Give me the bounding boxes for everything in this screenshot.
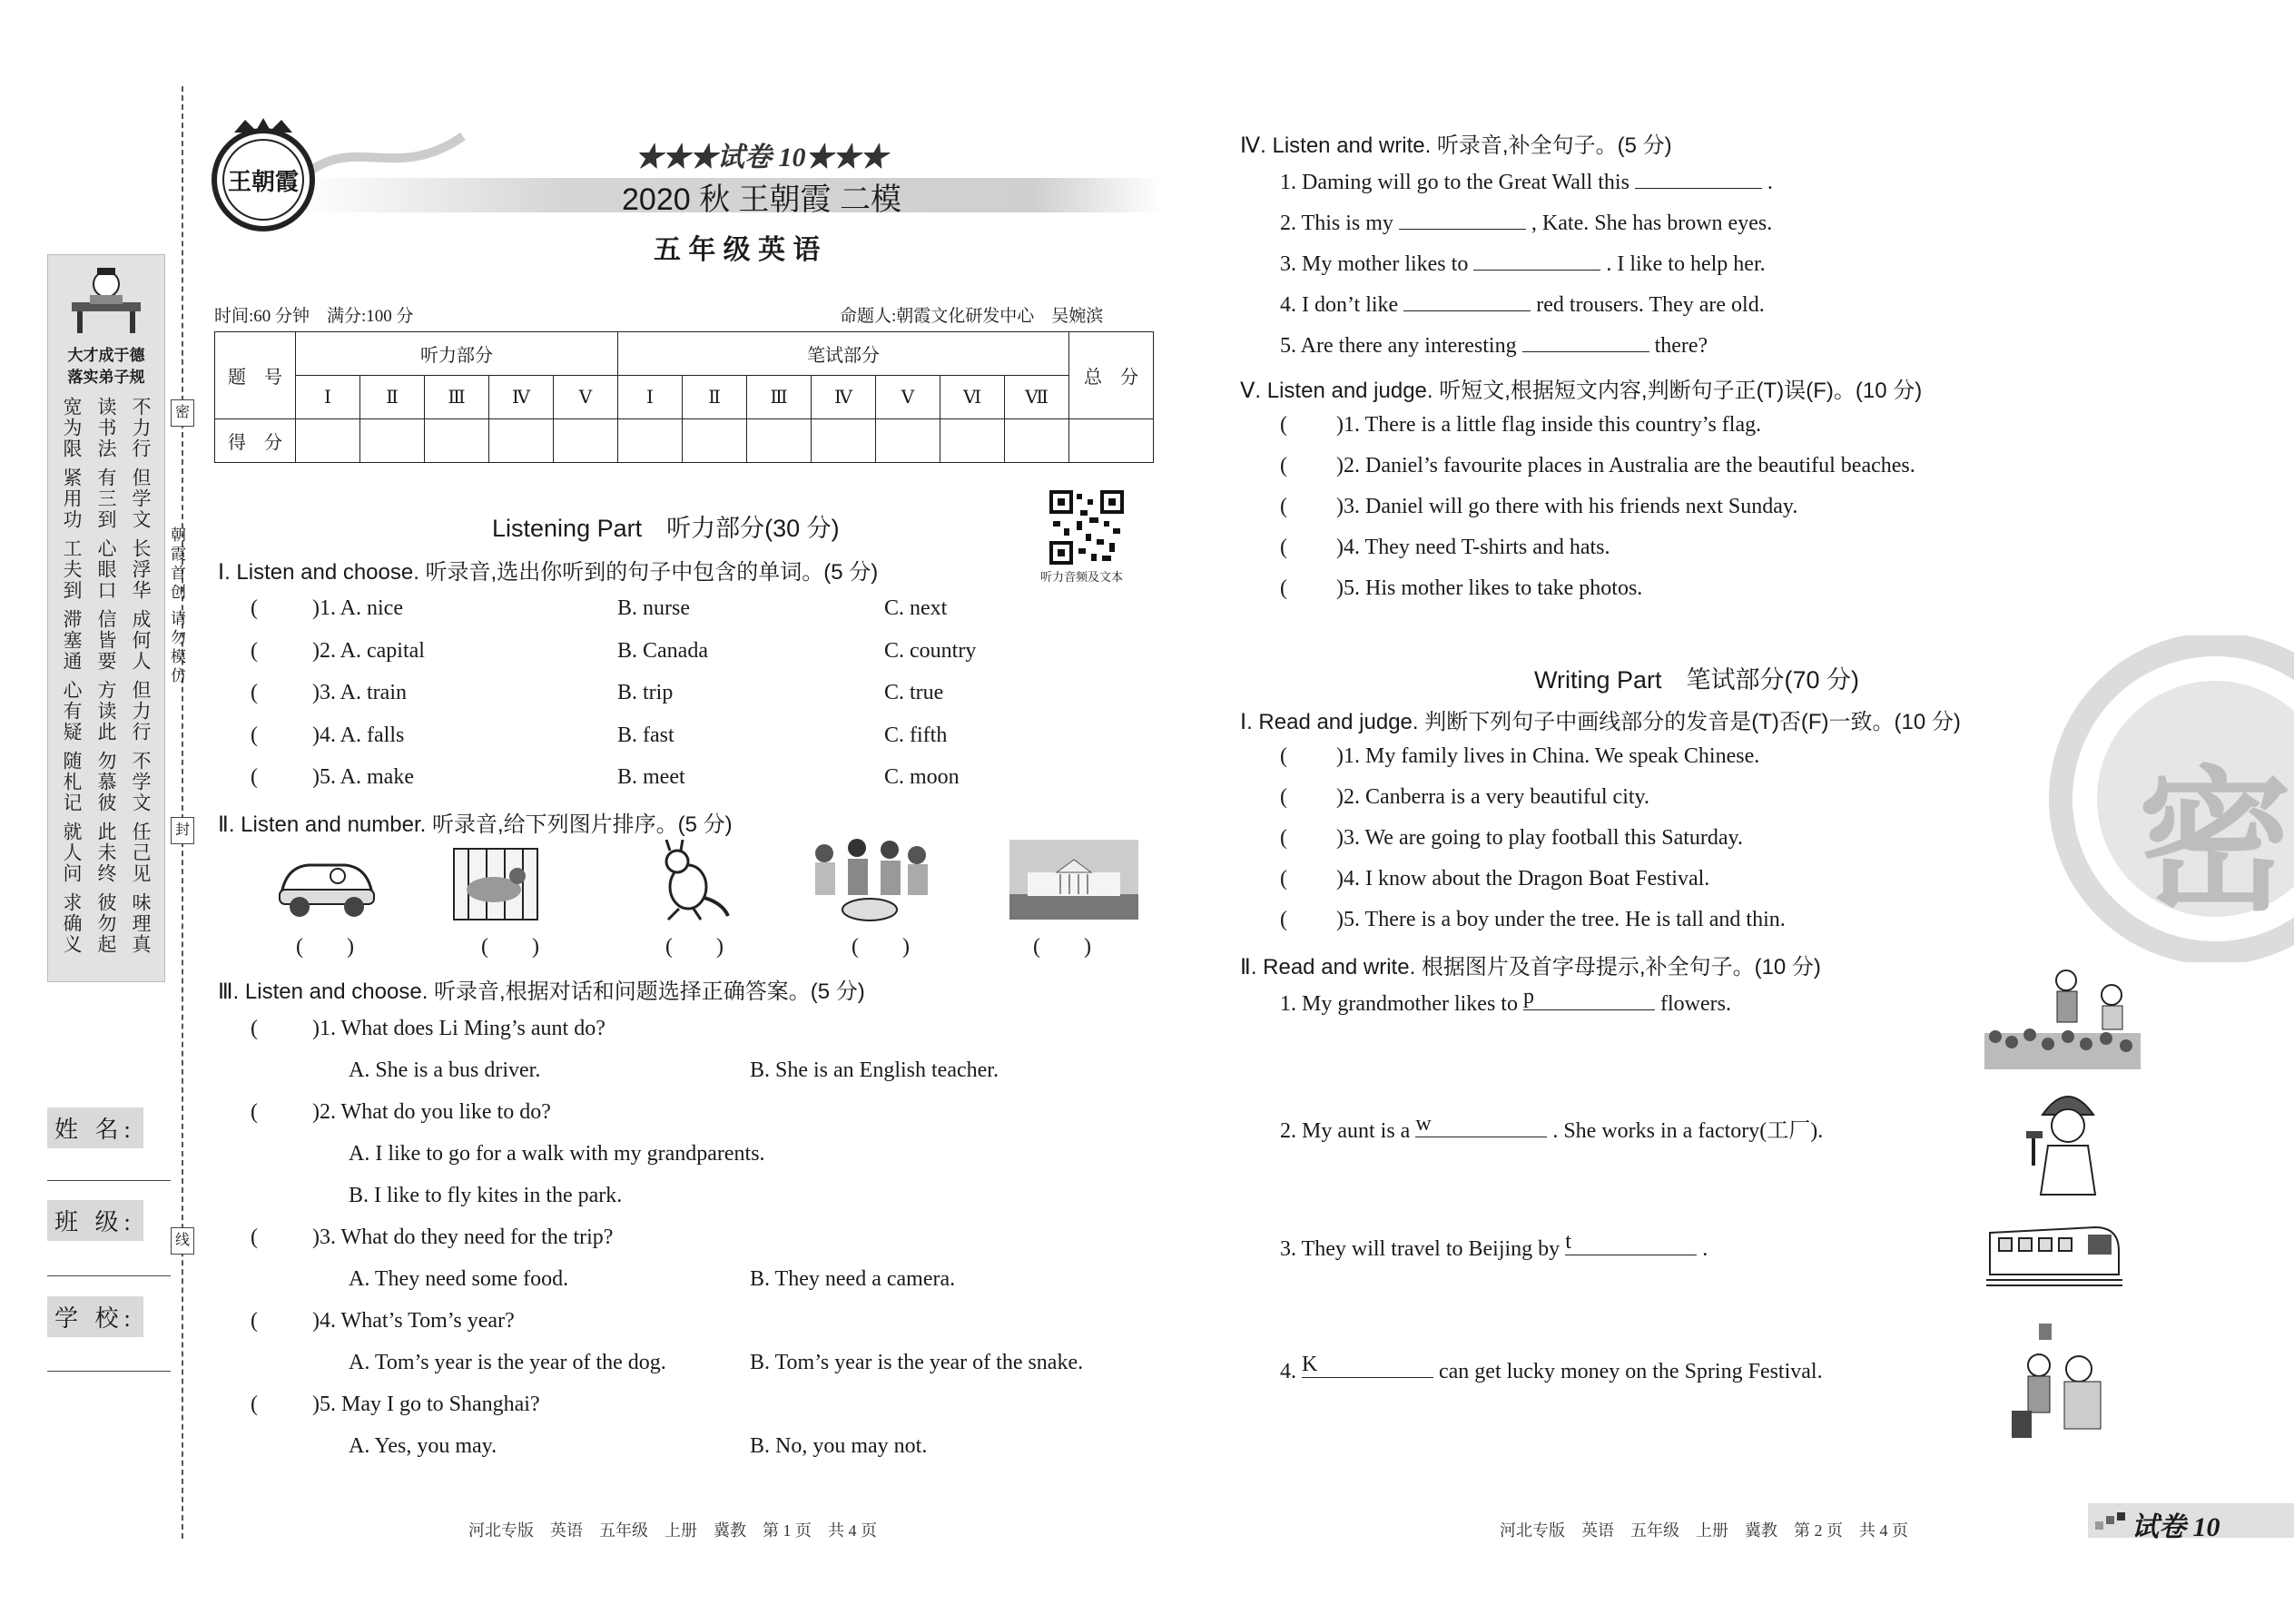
score-cell[interactable] (360, 419, 425, 463)
listening-section-2-title: Ⅱ. Listen and number. 听录音,给下列图片排序。(5 分) (218, 812, 733, 837)
binding-char-mi: 密 (171, 399, 194, 427)
class-field[interactable] (47, 1275, 171, 1276)
fill-blank[interactable] (1403, 290, 1531, 311)
sidebar-motto-panel (47, 254, 165, 982)
s3-q1-paren[interactable]: ( (251, 1017, 258, 1040)
fill-row (1280, 209, 2097, 250)
school-field[interactable] (47, 1371, 171, 1372)
logo-text: 王朝霞 (227, 169, 299, 195)
motto-column: 不力行 (130, 397, 152, 459)
motto-column: 勿慕彼 (95, 751, 117, 813)
s3-q2-paren[interactable]: ( (251, 1100, 258, 1124)
s4-items (1280, 168, 2097, 372)
qr-code-icon[interactable] (1049, 490, 1124, 565)
fill-row (1280, 290, 2097, 331)
exam-subtitle: 五 年 级 英 语 (654, 235, 821, 265)
option-c: C. country (884, 638, 977, 663)
write-text-pre: 3. They will travel to Beijing by (1280, 1237, 1561, 1261)
exam-title: 2020 秋 王朝霞 二模 (622, 182, 901, 217)
write-blank[interactable] (1415, 1112, 1547, 1137)
hint-letter: w (1415, 1112, 1432, 1136)
motto-line-2: 落实弟子规 (67, 369, 145, 386)
judge-row (1280, 785, 2097, 826)
col-listening-5: Ⅴ (554, 376, 618, 419)
footer-left: 河北专版 英语 五年级 上册 冀教 第 1 页 共 4 页 (468, 1521, 877, 1540)
row-label-question: 题 号 (215, 332, 296, 419)
motto-column: 工夫到 (61, 538, 83, 601)
motto-column: 但力行 (130, 680, 152, 743)
judge-statement: )2. Canberra is a very beautiful city. (1336, 785, 1649, 809)
picture-white-house (1009, 840, 1138, 920)
motto-column: 长浮华 (130, 538, 152, 601)
option-a: )4. A. falls (312, 723, 405, 747)
number-blank-4[interactable]: ( ) (852, 935, 910, 959)
fill-text-post: . I like to help her. (1606, 252, 1766, 276)
judge-statement: )3. We are going to play football this Saturday. (1336, 826, 1743, 850)
write-row (1280, 1353, 2006, 1480)
judge-statement: )1. There is a little flag inside this country’s flag. (1336, 413, 1762, 437)
answer-paren[interactable]: ( (251, 638, 258, 663)
listening-section-3-title: Ⅲ. Listen and choose. 听录音,根据对话和问题选择正确答案。(5 分) (218, 979, 865, 1004)
fill-blank[interactable] (1522, 331, 1649, 352)
write-text-pre: 4. (1280, 1360, 1296, 1383)
option-b: B. meet (617, 765, 685, 789)
judge-statement: )2. Daniel’s favourite places in Australia are the beautiful beaches. (1336, 454, 1915, 477)
judge-row (1280, 867, 2097, 908)
s3-q2: )2. What do you like to do? (312, 1100, 551, 1124)
motto-column: 成何人 (130, 609, 152, 672)
s3-q1: )1. What does Li Ming’s aunt do? (312, 1017, 605, 1040)
option-b: B. Canada (617, 638, 708, 663)
w1-items (1280, 744, 2097, 949)
score-cell[interactable] (747, 419, 812, 463)
judge-row (1280, 495, 2142, 536)
s3-q4-paren[interactable]: ( (251, 1309, 258, 1333)
s3-q1-option-b: B. She is an English teacher. (750, 1058, 999, 1082)
s3-q3-option-a: A. They need some food. (349, 1267, 569, 1291)
score-cell[interactable] (812, 419, 876, 463)
option-c: C. moon (884, 765, 960, 789)
write-row (1280, 1230, 2006, 1357)
fill-text-pre: 3. My mother likes to (1280, 252, 1469, 276)
judge-statement: )3. Daniel will go there with his friends next Sunday. (1336, 495, 1798, 518)
score-cell[interactable] (554, 419, 618, 463)
col-writing-1: Ⅰ (618, 376, 683, 419)
picture-train (1986, 1215, 2122, 1287)
motto-column: 心有疑 (61, 680, 83, 743)
motto-line-1: 大才成于德 (67, 347, 145, 364)
qr-caption: 听力音频及文本 (1040, 570, 1124, 584)
total-score-cell[interactable] (1069, 419, 1154, 463)
number-blank-1[interactable]: ( ) (296, 935, 354, 959)
stamp-char: 密 (2137, 753, 2292, 932)
fill-text-pre: 2. This is my (1280, 212, 1393, 235)
judge-row (1280, 908, 2097, 949)
score-cell[interactable] (940, 419, 1005, 463)
motto-column: 有三到 (95, 468, 117, 530)
col-listening-3: Ⅲ (425, 376, 489, 419)
write-blank[interactable] (1302, 1353, 1433, 1378)
picture-family-meal (806, 833, 933, 924)
answer-paren[interactable]: ( (251, 723, 258, 747)
row-label-score: 得 分 (215, 419, 296, 463)
answer-paren[interactable]: ( (1280, 536, 1287, 559)
option-a: )2. A. capital (312, 638, 425, 663)
choice-row (251, 639, 1068, 682)
option-c: C. fifth (884, 723, 948, 747)
col-listening-4: Ⅳ (489, 376, 554, 419)
col-writing-2: Ⅱ (683, 376, 747, 419)
copy-note: 朝霞首创 请勿模仿 (168, 527, 185, 687)
s3-q4-option-a: A. Tom’s year is the year of the dog. (349, 1351, 666, 1374)
listening-section-1-items (251, 596, 1068, 808)
motto-columns (55, 397, 157, 969)
motto-column: 求确义 (61, 892, 83, 955)
write-text-pre: 2. My aunt is a (1280, 1119, 1411, 1143)
choice-row (251, 596, 1068, 639)
writing-section-2-title: Ⅱ. Read and write. 根据图片及首字母提示,补全句子。(10 分) (1240, 955, 1821, 979)
score-cell[interactable] (618, 419, 683, 463)
judge-row (1280, 454, 2142, 495)
option-b: B. trip (617, 681, 674, 704)
number-blank-5[interactable]: ( ) (1033, 935, 1091, 959)
option-a: )3. A. train (312, 681, 407, 704)
hint-letter: t (1565, 1230, 1571, 1254)
fill-text-post: , Kate. She has brown eyes. (1531, 212, 1773, 235)
score-table (214, 331, 1154, 463)
motto-column: 不学文 (130, 751, 152, 813)
col-writing-5: Ⅴ (876, 376, 940, 419)
fill-row (1280, 250, 2097, 290)
writing-section-1-title: Ⅰ. Read and judge. 判断下列句子中画线部分的发音是(T)否(F)一致。(10 分) (1240, 710, 1961, 734)
fill-text-post: red trousers. They are old. (1536, 293, 1765, 317)
fill-text-post: there? (1654, 334, 1708, 358)
w2-items (1280, 985, 2006, 1480)
fill-blank[interactable] (1473, 250, 1600, 271)
school-label: 学 校: (47, 1296, 143, 1337)
header-ribbon (300, 118, 472, 191)
s3-q5: )5. May I go to Shanghai? (312, 1393, 540, 1416)
binding-char-feng: 封 (171, 817, 194, 844)
class-label: 班 级: (47, 1200, 143, 1241)
choice-row (251, 723, 1068, 766)
answer-paren[interactable]: ( (1280, 413, 1287, 437)
fill-text-pre: 5. Are there any interesting (1280, 334, 1517, 358)
motto-column: 就人问 (61, 822, 83, 884)
judge-row (1280, 536, 2142, 576)
s3-q4-option-b: B. Tom’s year is the year of the snake. (750, 1351, 1084, 1374)
answer-paren[interactable]: ( (251, 681, 258, 704)
col-writing-6: Ⅵ (940, 376, 1005, 419)
picture-zoo-animals (450, 840, 541, 921)
s3-q1-option-a: A. She is a bus driver. (349, 1058, 541, 1082)
number-blank-3[interactable]: ( ) (665, 935, 724, 959)
s3-q5-option-b: B. No, you may not. (750, 1434, 928, 1458)
motto-column: 此未终 (95, 822, 117, 884)
author-info: 命题人:朝霞文化研发中心 吴婉滨 (840, 307, 1104, 326)
fill-row (1280, 168, 2097, 209)
write-text-post: . (1702, 1237, 1708, 1261)
listening-heading: Listening Part 听力部分(30 分) (492, 515, 840, 542)
write-row (1280, 1112, 2006, 1235)
hint-letter: p (1522, 985, 1534, 1009)
score-cell[interactable] (425, 419, 489, 463)
write-blank[interactable] (1565, 1230, 1697, 1255)
scholar-illustration (64, 264, 148, 337)
judge-row (1280, 744, 2097, 785)
fill-row (1280, 331, 2097, 372)
s3-q3-option-b: B. They need a camera. (750, 1267, 956, 1291)
write-text-pre: 1. My grandmother likes to (1280, 992, 1518, 1016)
picture-worker (2023, 1078, 2113, 1196)
picture-kids-lucky-money (2012, 1324, 2112, 1442)
option-a: )1. A. nice (312, 596, 403, 620)
writing-heading: Writing Part 笔试部分(70 分) (1534, 666, 1860, 694)
answer-paren[interactable]: ( (1280, 908, 1287, 931)
fill-blank[interactable] (1635, 168, 1762, 189)
listening-header: 听力部分 (296, 332, 618, 376)
write-blank[interactable] (1522, 985, 1655, 1010)
score-cell[interactable] (683, 419, 747, 463)
time-info: 时间:60 分钟 满分:100 分 (214, 307, 414, 326)
col-writing-7: Ⅶ (1005, 376, 1069, 419)
name-field[interactable] (47, 1180, 171, 1181)
s5-items (1280, 413, 2142, 617)
hint-letter: K (1302, 1353, 1318, 1376)
s3-q2-option-b: B. I like to fly kites in the park. (349, 1184, 623, 1207)
answer-paren[interactable]: ( (1280, 454, 1287, 477)
col-writing-3: Ⅲ (747, 376, 812, 419)
answer-paren[interactable]: ( (1280, 785, 1287, 809)
listening-section-4-title: Ⅳ. Listen and write. 听录音,补全句子。(5 分) (1240, 133, 1672, 158)
answer-paren[interactable]: ( (1280, 576, 1287, 600)
judge-row (1280, 826, 2097, 867)
judge-statement: )5. There is a boy under the tree. He is tall and thin. (1336, 908, 1786, 931)
s3-q5-paren[interactable]: ( (251, 1393, 258, 1416)
picture-grandmother-flowers (1984, 960, 2141, 1069)
fill-text-pre: 4. I don’t like (1280, 293, 1399, 317)
motto-column: 任己见 (130, 822, 152, 884)
write-text-post: . She works in a factory(工厂). (1552, 1119, 1824, 1143)
s3-q5-option-a: A. Yes, you may. (349, 1434, 497, 1458)
answer-paren[interactable]: ( (251, 765, 258, 789)
score-cell[interactable] (876, 419, 940, 463)
motto-column: 紧用功 (61, 468, 83, 530)
option-b: B. nurse (617, 596, 690, 620)
answer-paren[interactable]: ( (1280, 744, 1287, 768)
answer-paren[interactable]: ( (1280, 867, 1287, 891)
s3-q2-option-a: A. I like to go for a walk with my grandparents. (349, 1142, 765, 1166)
score-cell[interactable] (1005, 419, 1069, 463)
col-writing-4: Ⅳ (812, 376, 876, 419)
score-cell[interactable] (296, 419, 360, 463)
motto-column: 读书法 (95, 397, 117, 459)
write-text-post: flowers. (1659, 992, 1731, 1016)
motto-column: 宽为限 (61, 397, 83, 459)
option-c: C. true (884, 681, 944, 704)
fill-text-post: . (1767, 171, 1773, 194)
write-text-post: can get lucky money on the Spring Festival. (1439, 1360, 1823, 1383)
binding-char-xian: 线 (171, 1227, 194, 1255)
write-row (1280, 985, 2006, 1112)
listening-section-1-title: Ⅰ. Listen and choose. 听录音,选出你听到的句子中包含的单词。(5 分) (218, 560, 879, 585)
writing-header: 笔试部分 (618, 332, 1069, 376)
judge-row (1280, 413, 2142, 454)
answer-paren[interactable]: ( (1280, 826, 1287, 850)
score-cell[interactable] (489, 419, 554, 463)
option-c: C. next (884, 596, 948, 620)
choice-row (251, 765, 1068, 808)
judge-statement: )4. They need T-shirts and hats. (1336, 536, 1610, 559)
number-blank-2[interactable]: ( ) (481, 935, 539, 959)
motto-column: 心眼口 (95, 538, 117, 601)
answer-paren[interactable]: ( (251, 596, 258, 620)
choice-row (251, 681, 1068, 723)
motto-column: 信皆要 (95, 609, 117, 672)
judge-row (1280, 576, 2142, 617)
motto-column: 但学文 (130, 468, 152, 530)
judge-statement: )5. His mother likes to take photos. (1336, 576, 1643, 600)
motto-column: 随札记 (61, 751, 83, 813)
col-listening-1: Ⅰ (296, 376, 360, 419)
option-a: )5. A. make (312, 765, 414, 789)
s3-q3-paren[interactable]: ( (251, 1225, 258, 1249)
picture-car (272, 840, 381, 921)
name-label: 姓 名: (47, 1107, 143, 1148)
logo-seal (207, 116, 320, 234)
picture-kangaroo (650, 840, 732, 921)
motto-column: 味理真 (130, 892, 152, 955)
footer-tag-dots (2095, 1512, 2126, 1530)
motto-column: 滞塞通 (61, 609, 83, 672)
footer-tag: 试卷 10 (2132, 1512, 2220, 1542)
series-label: ★★★试卷 10★★★ (635, 143, 888, 172)
s3-q3: )3. What do they need for the trip? (312, 1225, 614, 1249)
listening-section-5-title: Ⅴ. Listen and judge. 听短文,根据短文内容,判断句子正(T)误(F)。(10 分) (1240, 379, 1923, 403)
judge-statement: )1. My family lives in China. We speak Chinese. (1336, 744, 1760, 768)
s3-q4: )4. What’s Tom’s year? (312, 1309, 515, 1333)
total-header: 总 分 (1069, 332, 1154, 419)
col-listening-2: Ⅱ (360, 376, 425, 419)
fill-blank[interactable] (1399, 209, 1526, 230)
motto-column: 彼勿起 (95, 892, 117, 955)
fill-text-pre: 1. Daming will go to the Great Wall this (1280, 171, 1629, 194)
answer-paren[interactable]: ( (1280, 495, 1287, 518)
judge-statement: )4. I know about the Dragon Boat Festival. (1336, 867, 1710, 891)
option-b: B. fast (617, 723, 674, 747)
motto-column: 方读此 (95, 680, 117, 743)
footer-right: 河北专版 英语 五年级 上册 冀教 第 2 页 共 4 页 (1500, 1521, 1908, 1540)
